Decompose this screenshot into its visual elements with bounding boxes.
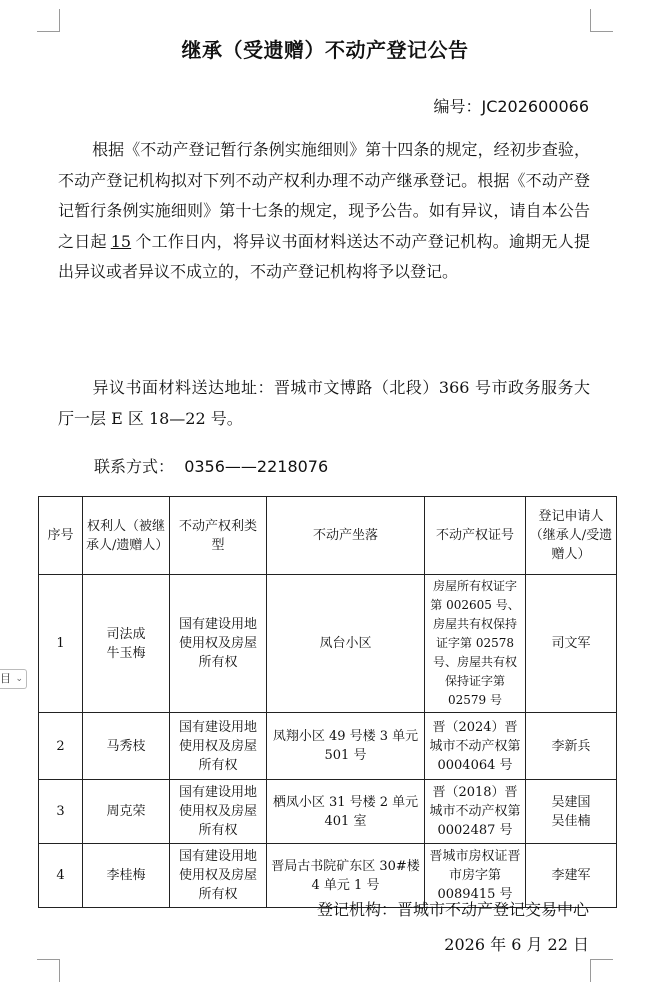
cell-index: 2 bbox=[39, 713, 83, 780]
outline-toggle-tab[interactable] bbox=[0, 669, 27, 689]
col-header-applicant: 登记申请人（继承人/受遗赠人） bbox=[526, 497, 617, 575]
announcement-date: 2026 年 6 月 22 日 bbox=[444, 935, 589, 954]
cell-right-type: 国有建设用地使用权及房屋所有权 bbox=[170, 713, 267, 780]
outline-tab-label: 目 bbox=[0, 672, 11, 685]
chevron-down-icon: ⌄ bbox=[15, 674, 23, 684]
col-header-index: 序号 bbox=[39, 497, 83, 575]
cell-applicant: 司文军 bbox=[526, 575, 617, 713]
cell-rights-holder: 周克荣 bbox=[83, 780, 170, 844]
cell-applicant: 李建军 bbox=[526, 844, 617, 908]
cell-certificate: 晋（2018）晋城市不动产权第 0002487 号 bbox=[425, 780, 526, 844]
document-number bbox=[433, 94, 589, 117]
cell-applicant: 吴建国 吴佳楠 bbox=[526, 780, 617, 844]
table-row bbox=[39, 780, 617, 844]
objection-address-paragraph bbox=[58, 373, 590, 434]
paragraph1-part1: 根据《不动产登记暂行条例实施细则》第十四条的规定，经初步查验，不动产登记机构拟对下列不动产权利办理不动产继承登记。根据《不动产登记暂行条例实施细则》第十七条的规定，现予公告。如有异议，请自本公告之日起 bbox=[58, 140, 590, 251]
cell-right-type: 国有建设用地使用权及房屋所有权 bbox=[170, 780, 267, 844]
paragraph1-part2: 个工作日内，将异议书面材料送达不动产登记机构。逾期无人提出异议或者异议不成立的，不动产登记机构将予以登记。 bbox=[58, 231, 590, 281]
col-header-location: 不动产坐落 bbox=[267, 497, 425, 575]
cell-rights-holder: 司法成 牛玉梅 bbox=[83, 575, 170, 713]
cell-index: 1 bbox=[39, 575, 83, 713]
cell-location: 晋局古书院矿东区 30#楼 4 单元 1 号 bbox=[267, 844, 425, 908]
cell-certificate: 晋（2024）晋城市不动产权第 0004064 号 bbox=[425, 713, 526, 780]
cell-rights-holder: 马秀枝 bbox=[83, 713, 170, 780]
cell-index: 3 bbox=[39, 780, 83, 844]
announcement-paragraph bbox=[58, 135, 590, 288]
table-row bbox=[39, 575, 617, 713]
cell-right-type: 国有建设用地使用权及房屋所有权 bbox=[170, 575, 267, 713]
col-header-rights-holder: 权利人（被继承人/遗赠人） bbox=[83, 497, 170, 575]
cell-location: 栖凤小区 31 号楼 2 单元 401 室 bbox=[267, 780, 425, 844]
contact-phone: 0356——2218076 bbox=[184, 457, 329, 476]
cell-location: 凤翔小区 49 号楼 3 单元 501 号 bbox=[267, 713, 425, 780]
cell-certificate: 房屋所有权证字第 002605 号、房屋共有权保持证字第 02578 号、房屋共有权保持证字第 02579 号 bbox=[425, 575, 526, 713]
margin-mark-top-left bbox=[37, 9, 60, 32]
table-row bbox=[39, 713, 617, 780]
cell-rights-holder: 李桂梅 bbox=[83, 844, 170, 908]
document-number-label: 编号： bbox=[433, 97, 482, 116]
objection-address: 异议书面材料送达地址：晋城市文博路（北段）366 号市政务服务大厅一层 E 区 18—22 号。 bbox=[58, 378, 590, 428]
cell-certificate: 晋城市房权证晋市房字第 0089415 号 bbox=[425, 844, 526, 908]
cell-applicant: 李新兵 bbox=[526, 713, 617, 780]
contact-label: 联系方式： bbox=[94, 457, 175, 476]
table-header-row bbox=[39, 497, 617, 575]
document-number-value: JC202600066 bbox=[481, 97, 589, 116]
margin-mark-top-right bbox=[590, 9, 613, 32]
cell-location: 凤台小区 bbox=[267, 575, 425, 713]
contact-line bbox=[94, 452, 626, 483]
col-header-certificate: 不动产权证号 bbox=[425, 497, 526, 575]
registration-agency: 登记机构：晋城市不动产登记交易中心 bbox=[316, 900, 589, 919]
col-header-right-type: 不动产权利类型 bbox=[170, 497, 267, 575]
objection-days: 15 bbox=[110, 231, 132, 251]
cell-index: 4 bbox=[39, 844, 83, 908]
registration-table bbox=[38, 496, 617, 908]
document-title: 继承（受遗赠）不动产登记公告 bbox=[181, 38, 469, 62]
cell-right-type: 国有建设用地使用权及房屋所有权 bbox=[170, 844, 267, 908]
